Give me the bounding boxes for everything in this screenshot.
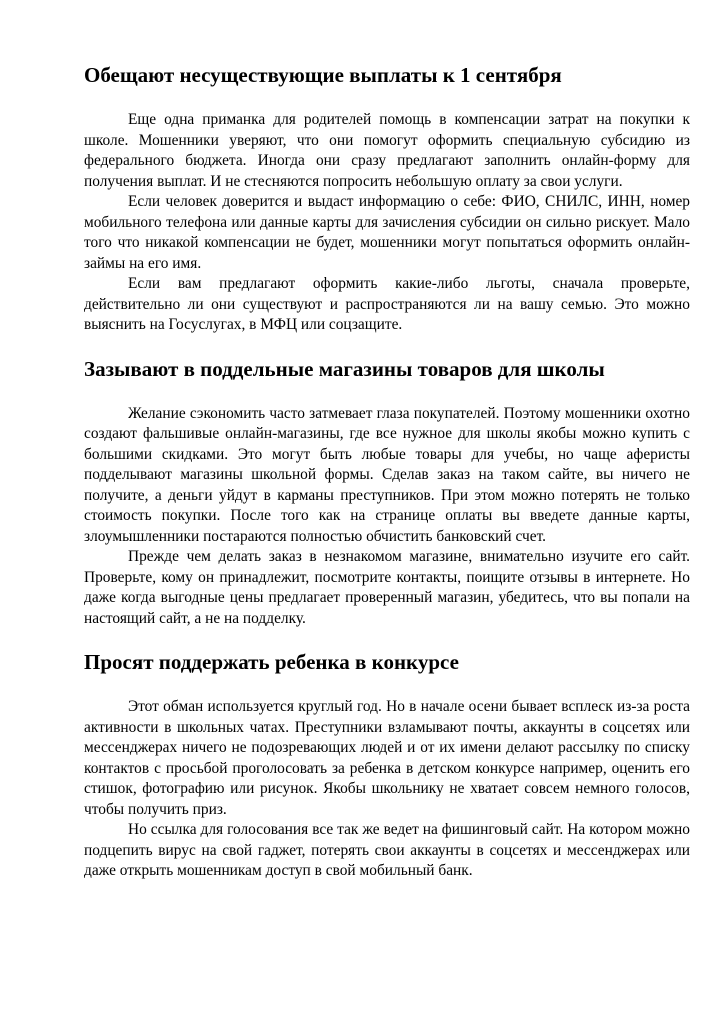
paragraph: Если вам предлагают оформить какие-либо льготы, сначала проверьте, действительно ли они существуют и распространяются ли на вашу семью. Это можно выяснить на Госуслугах, в МФЦ или соцзащите. — [84, 275, 690, 333]
paragraph: Еще одна приманка для родителей помощь в компенсации затрат на покупки к школе. Мошенники уверяют, что они помогут оформить специальную субсидию из федерального бюджета. Иногда они сразу предлагают заполнить онлайн-форму для получения выплат. И не стесняются попросить небольшую оплату за свои услуги. — [84, 111, 690, 190]
section-title: Просят поддержать ребенка в конкурсе — [84, 650, 459, 674]
paragraph: Но ссылка для голосования все так же ведет на фишинговый сайт. На котором можно подцепить вирус на свой гаджет, потерять свои аккаунты в соцсетях и мессенджерах или даже открыть мошенникам доступ в свой мобильный банк. — [84, 821, 690, 879]
paragraph: Этот обман используется круглый год. Но в начале осени бывает всплеск из-за роста активности в школьных чатах. Преступники взламывают почты, аккаунты в соцсетях или мессенджерах ничего не подозревающих людей и от их имени делают рассылку по списку контактов с просьбой проголосовать за ребенка в детском конкурсе например, оценить его стишок, фотографию или рисунок. Якобы школьнику не хватает совсем немного голосов, чтобы получить приз. — [84, 698, 690, 818]
section-fake-shops — [84, 356, 690, 630]
document-page — [84, 62, 690, 882]
paragraph: Прежде чем делать заказ в незнакомом магазине, внимательно изучите его сайт. Проверьте, кому он принадлежит, посмотрите контакты, поищите отзывы в интернете. Но даже когда выгодные цены предлагает проверенный магазин, убедитесь, что вы попали на настоящий сайт, а не на подделку. — [84, 548, 690, 627]
section-title: Зазывают в поддельные магазины товаров для школы — [84, 356, 605, 381]
section-fake-payments — [84, 62, 690, 336]
paragraph: Желание сэкономить часто затмевает глаза покупателей. Поэтому мошенники охотно создают фальшивые онлайн-магазины, где все нужное для школы якобы можно купить с большими скидками. Это могут быть любые товары для учебы, но чаще аферисты подделывают магазины школьной формы. Сделав заказ на таком сайте, вы ничего не получите, а деньги уйдут в карманы преступников. При этом можно потерять не только стоимость покупки. После того как на странице оплаты вы введете данные карты, злоумышленники постараются полностью обчистить банковский счет. — [84, 404, 690, 545]
paragraph: Если человек доверится и выдаст информацию о себе: ФИО, СНИЛС, ИНН, номер мобильного телефона или данные карты для зачисления субсидии он сильно рискует. Мало того что никакой компенсации не будет, мошенники могут попытаться оформить онлайн-займы на его имя. — [84, 193, 690, 272]
section-contest-voting — [84, 649, 690, 882]
section-title: Обещают несуществующие выплаты к 1 сентября — [84, 63, 562, 87]
